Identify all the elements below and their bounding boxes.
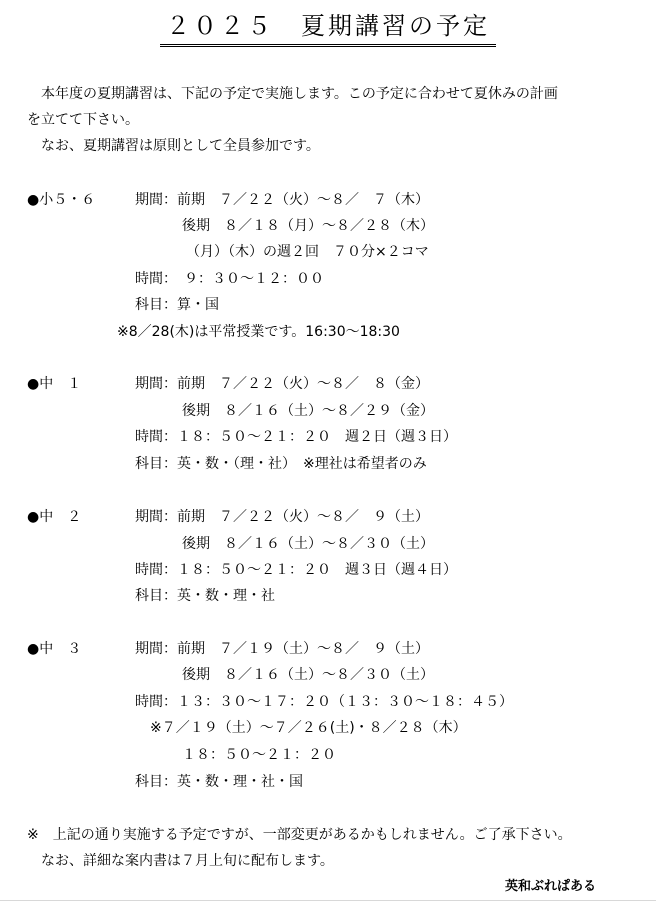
period-line: 期間：前期 ７／２２（火）～８／ ９（土） [135,509,429,525]
period-line: 後期 ８／１８（月）～８／２８（木） [182,218,434,234]
intro-line-3: なお、夏期講習は原則として全員参加です。 [27,138,320,154]
page-bottom-divider [0,900,656,901]
period-line: 後期 ８／１６（土）～８／３０（土） [182,536,434,552]
page-title [0,10,656,47]
section-grade-elementary: ●小５・６ [27,192,96,208]
section-grade-jhs1: ●中 １ [27,376,82,392]
subject-line: 科目：算・国 [135,297,219,313]
time-line: 時間：１８：５０～２１：２０ 週３日（週４日） [135,562,457,578]
footer-note: ※ 上記の通り実施する予定ですが、一部変更があるかもしれません。ご了承下さい。 [27,827,572,843]
time-line: 時間： ９：３０～１２：００ [135,271,324,287]
footer-note: なお、詳細な案内書は７月上旬に配布します。 [27,853,334,869]
section-grade-jhs2: ●中 ２ [27,509,82,525]
period-line: 後期 ８／１６（土）～８／２９（金） [182,403,434,419]
title-text: ２０２５ 夏期講習の予定 [160,10,496,47]
note-line: ※8／28(木)は平常授業です。16:30～18:30 [117,324,400,340]
intro-line-2: を立てて下さい。 [27,112,139,128]
period-line: 期間：前期 ７／２２（火）～８／ ８（金） [135,376,429,392]
subject-line: 科目：英・数・理・社 [135,588,275,604]
intro-line-1: 本年度の夏期講習は、下記の予定で実施します。この予定に合わせて夏休みの計画 [27,86,558,102]
period-line: 期間：前期 ７／１９（土）～８／ ９（土） [135,641,429,657]
note-line: ※７／１９（土）～７／２６(土)・８／２８（木） [150,720,467,736]
school-name: 英和ぶれぱある [505,879,597,894]
subject-line: 科目：英・数・（理・社） ※理社は希望者のみ [135,456,427,472]
period-line: 期間：前期 ７／２２（火）～８／ ７（木） [135,192,429,208]
time-line: 時間：１３：３０～１７：２０（１３：３０～１８：４５） [135,694,513,710]
time-line: 時間：１８：５０～２１：２０ 週２日（週３日） [135,429,457,445]
section-grade-jhs3: ●中 ３ [27,641,82,657]
period-line: 後期 ８／１６（土）～８／３０（土） [182,667,434,683]
subject-line: 科目：英・数・理・社・国 [135,774,303,790]
time-extra-line: １８：５０～２１：２０ [182,747,336,763]
frequency-line: （月）（木）の週２回 ７０分×２コマ [186,244,429,260]
